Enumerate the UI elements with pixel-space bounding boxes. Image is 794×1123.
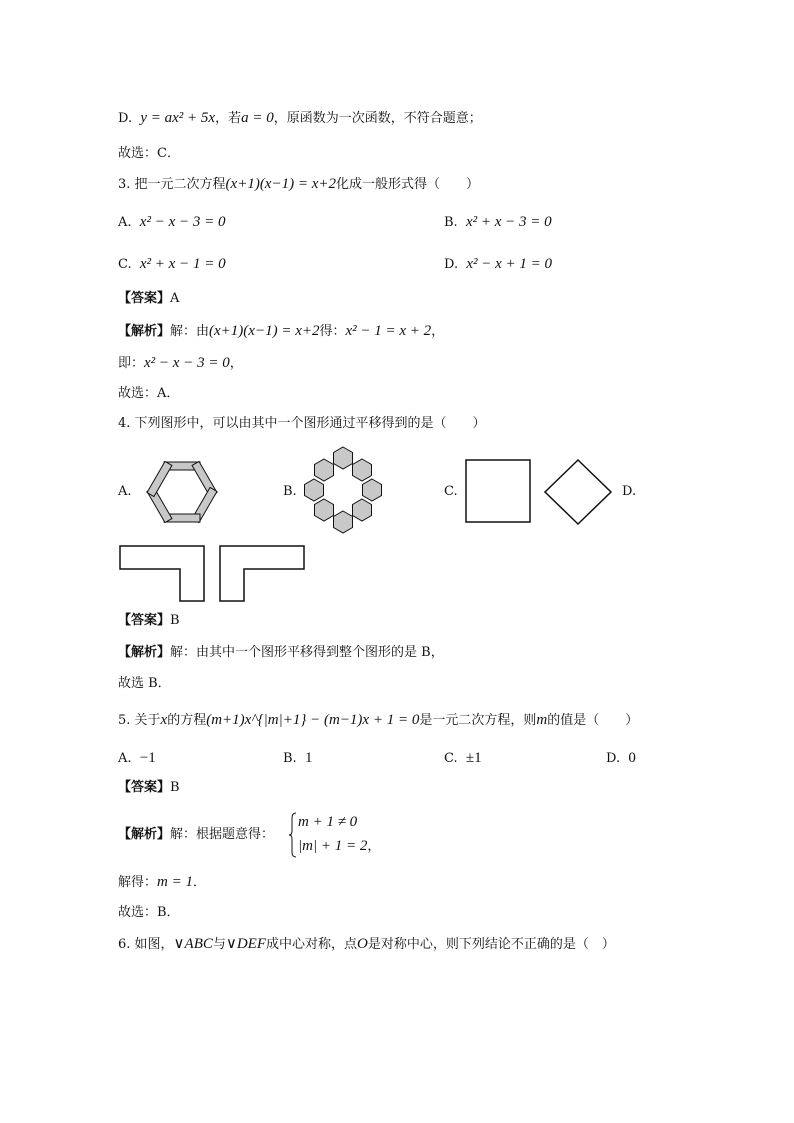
q2-choose: 故选：C． [118, 146, 180, 161]
q5-stem-eq: (m+1)x^{|m|+1} − (m−1)x + 1 = 0 [206, 712, 420, 728]
q5-analysis: 【解析】解：根据题意得： [118, 827, 275, 842]
hexagon [353, 459, 372, 481]
q5-option-b: B. 1 [283, 750, 313, 766]
q3-stem: 3. 把一元二次方程(x+1)(x−1) = x+2化成一般形式得（ ） [118, 176, 480, 192]
hexagon [363, 479, 382, 501]
q3-answer: 【答案】A [118, 291, 180, 306]
q4-label-b: B. [283, 484, 297, 499]
q3-choose: 故选：A． [118, 386, 180, 401]
q3-ie: 即：x² − x − 3 = 0， [118, 355, 243, 371]
q5-option-d: D. 0 [606, 750, 636, 766]
q6-stem: 6. 如图，∨ABC与∨DEF成中心对称，点O是对称中心，则下列结论不正确的是（ ） [118, 936, 615, 952]
q5-stem: 5. 关于x的方程(m+1)x^{|m|+1} − (m−1)x + 1 = 0是一元二次方程，则m的值是（ ） [118, 712, 639, 728]
q5-system-line1: m + 1 ≠ 0 [298, 814, 358, 830]
q2-option-d: D. y = ax² + 5x，若a = 0，原函数为一次函数，不符合题意； [118, 110, 482, 126]
hexagon [305, 479, 324, 501]
hexagon [334, 447, 353, 469]
q5-system-line2: |m| + 1 = 2， [298, 838, 381, 854]
q4-label-a: A. [118, 484, 132, 499]
q3-option-a: A. x² − x − 3 = 0 [118, 214, 226, 230]
hexagon [315, 459, 334, 481]
q3-option-d: D. x² − x + 1 = 0 [444, 256, 553, 272]
q4-choose: 故选 B． [118, 676, 171, 691]
q5-option-c: C. ±1 [444, 750, 482, 766]
q5-system-brace [288, 812, 298, 858]
q4-label-c: C. [444, 484, 458, 499]
q3-option-b: B. x² + x − 3 = 0 [444, 214, 552, 230]
hexagon [334, 511, 353, 533]
q4-figure-d [118, 544, 308, 604]
q5-answer: 【答案】B [118, 780, 180, 795]
q5-solve: 解得：m = 1． [118, 874, 206, 890]
q4-stem: 4. 下列图形中，可以由其中一个图形通过平移得到的是（ ） [118, 416, 486, 431]
q3-analysis: 【解析】解：由(x+1)(x−1) = x+2得：x² − 1 = x + 2， [118, 323, 445, 339]
q4-figure-b [300, 446, 386, 536]
q4-figure-c-diamond [542, 458, 614, 526]
q4-figure-a [138, 452, 226, 532]
q4-figure-c-square [464, 458, 534, 526]
hexagon [315, 499, 334, 521]
q3-option-c: C. x² + x − 1 = 0 [118, 256, 226, 272]
hexagon [353, 499, 372, 521]
q4-analysis: 【解析】解：由其中一个图形平移得到整个图形的是 B， [118, 645, 444, 660]
q2-option-d-eq: y = ax² + 5x [140, 110, 216, 126]
q5-option-a: A. −1 [118, 750, 156, 766]
q5-choose: 故选：B． [118, 905, 180, 920]
q4-label-d: D. [622, 484, 637, 499]
q4-answer: 【答案】B [118, 613, 180, 628]
